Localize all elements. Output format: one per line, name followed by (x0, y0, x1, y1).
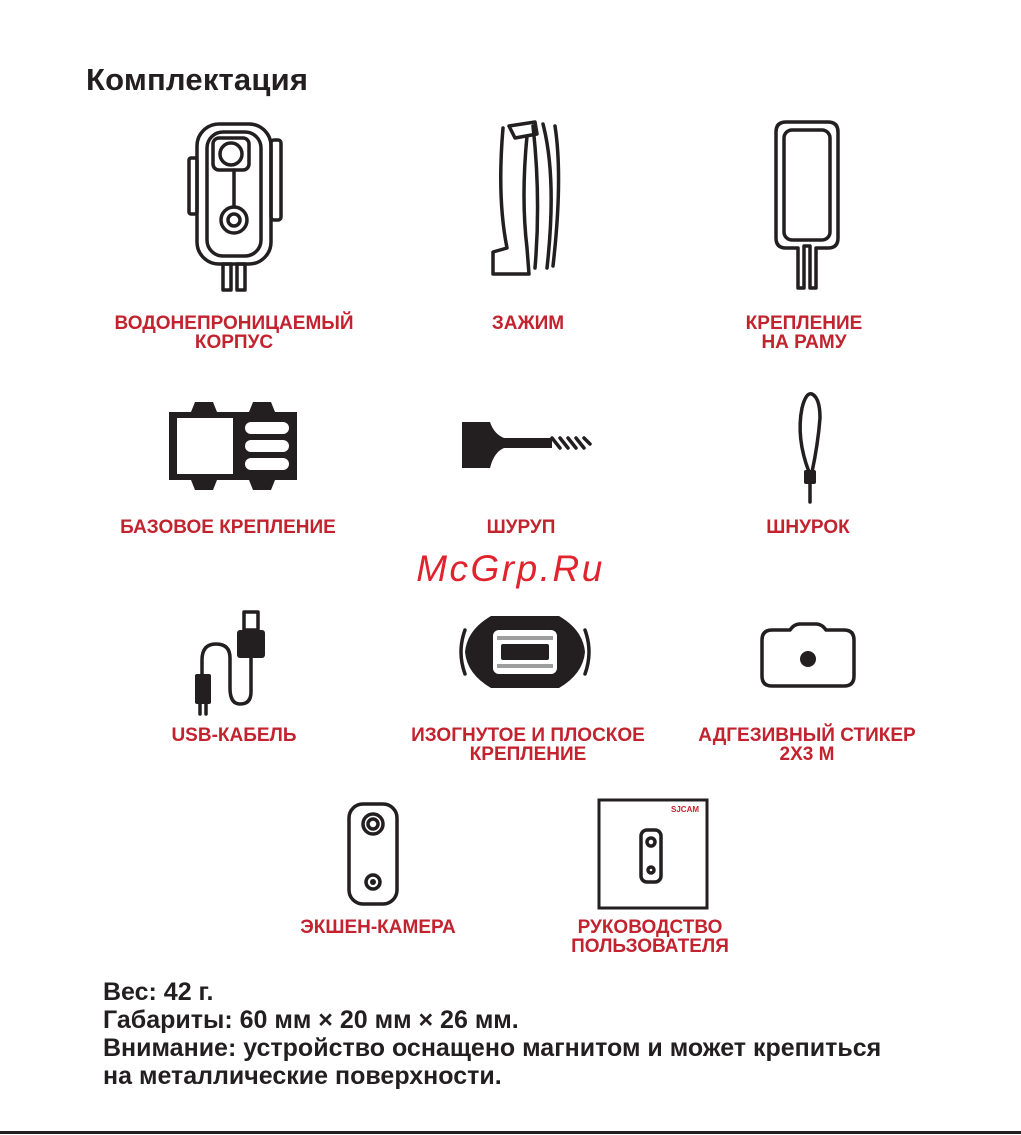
caption: ИЗОГНУТОЕ И ПЛОСКОЕ КРЕПЛЕНИЕ (411, 725, 645, 765)
spec-dimensions: Габариты: 60 мм × 20 мм × 26 мм. (103, 1006, 519, 1034)
caption: ШУРУП (486, 517, 556, 538)
watermark: McGrp.Ru (416, 548, 605, 589)
brand-logo: SJCAM (671, 805, 700, 814)
adhesive-sticker-icon (758, 622, 858, 690)
caption: БАЗОВОЕ КРЕПЛЕНИЕ (120, 517, 336, 538)
action-camera-icon (343, 800, 403, 908)
base-mount-icon (165, 400, 300, 492)
page-title: Комплектация (86, 62, 309, 97)
spec-warning-line1: Внимание: устройство оснащено магнитом и может крепиться (103, 1034, 882, 1062)
caption: АДГЕЗИВНЫЙ СТИКЕР 2X3 M (698, 725, 916, 765)
user-manual-icon (597, 798, 709, 910)
lanyard-icon (790, 388, 830, 506)
specs-block (103, 978, 881, 1090)
screw-icon (460, 420, 595, 470)
caption: ВОДОНЕПРОНИЦАЕМЫЙ КОРПУС (114, 313, 354, 353)
frame-mount-icon (772, 118, 842, 290)
caption: ЭКШЕН-КАМЕРА (300, 917, 456, 938)
caption: ЗАЖИМ (491, 313, 565, 334)
caption: РУКОВОДСТВО ПОЛЬЗОВАТЕЛЯ (571, 917, 729, 957)
caption: ШНУРОК (766, 517, 850, 538)
clip-icon (485, 118, 565, 280)
bottom-divider (0, 1131, 1021, 1134)
spec-weight: Вес: 42 г. (103, 978, 214, 1006)
curved-flat-mount-icon (455, 612, 595, 692)
waterproof-case-icon (185, 118, 285, 294)
spec-warning-line2: на металлические поверхности. (103, 1062, 502, 1090)
caption: USB-КАБЕЛЬ (171, 725, 297, 746)
caption: КРЕПЛЕНИЕ НА РАМУ (745, 313, 863, 353)
usb-cable-icon (190, 608, 280, 720)
